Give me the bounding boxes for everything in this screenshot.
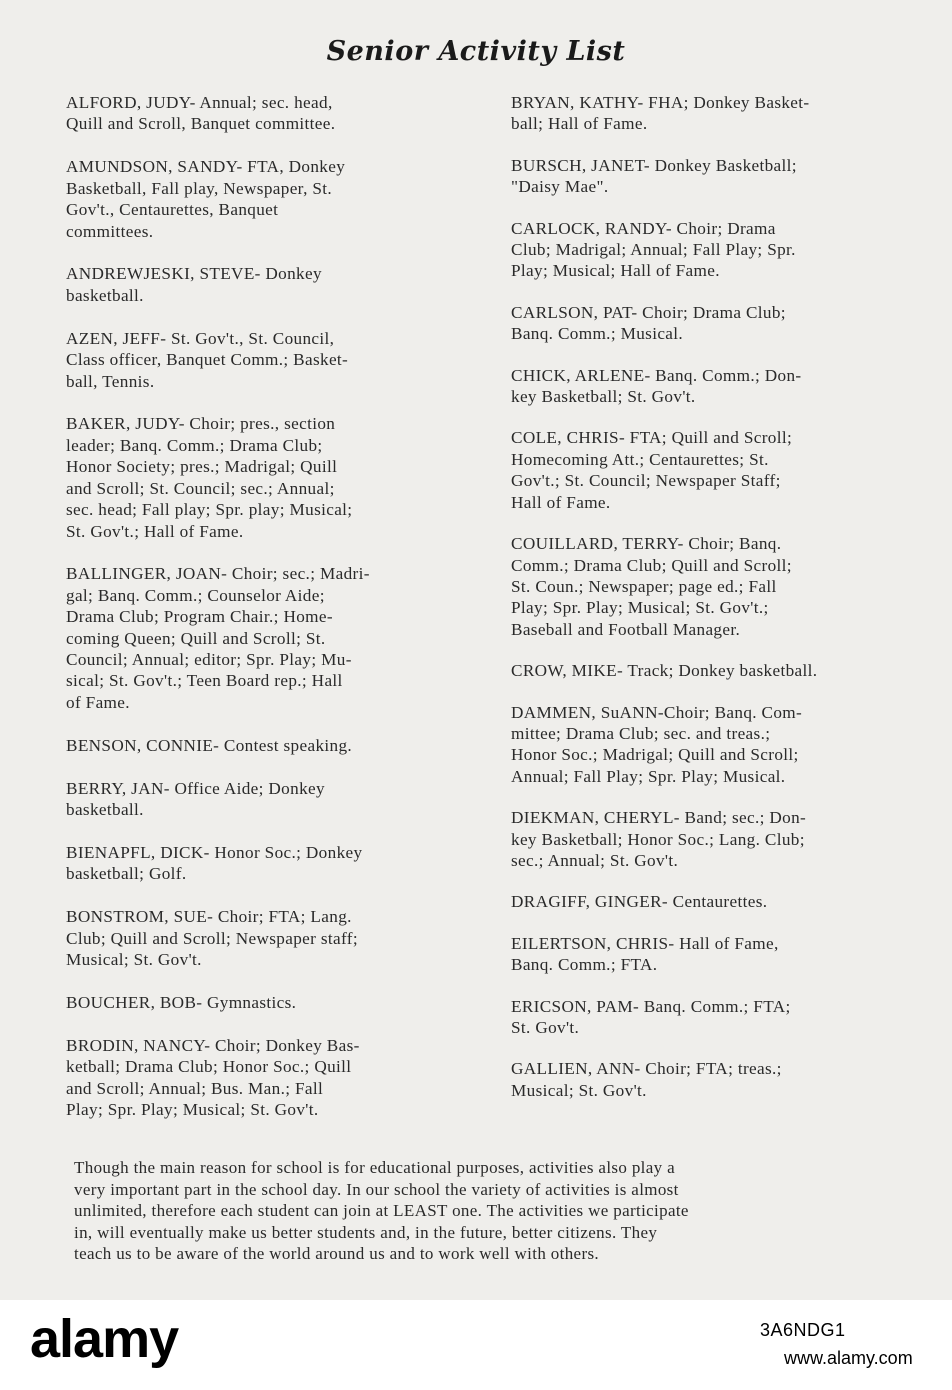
list-item: BOUCHER, BOB- Gymnastics. — [66, 993, 297, 1012]
list-item: BIENAPFL, DICK- Honor Soc.; Donkey basketball; Golf. — [66, 842, 363, 884]
list-item: BONSTROM, SUE- Choir; FTA; Lang. Club; Quill and Scroll; Newspaper staff; Musical; St. Gov't. — [66, 907, 358, 970]
list-item: ERICSON, PAM- Banq. Comm.; FTA; St. Gov't. — [511, 996, 791, 1037]
list-item: EILERTSON, CHRIS- Hall of Fame, Banq. Comm.; FTA. — [511, 933, 779, 975]
list-item: AMUNDSON, SANDY- FTA, Donkey Basketball, Fall play, Newspaper, St. Gov't., Centaurettes, Banquet committees. — [66, 157, 346, 241]
list-item: BRODIN, NANCY- Choir; Donkey Bas- ketball; Drama Club; Honor Soc.; Quill and Scroll; Annual; Bus. Man.; Fall Play; Spr. Play; Musical; St. Gov't. — [66, 1035, 360, 1120]
list-item: CHICK, ARLENE- Banq. Comm.; Don- key Basketball; St. Gov't. — [511, 365, 802, 407]
list-item: BRYAN, KATHY- FHA; Donkey Basket- ball; Hall of Fame. — [511, 93, 810, 134]
alamy-logo: alamy — [30, 1309, 179, 1369]
right-column — [511, 92, 921, 1121]
list-item: CARLSON, PAT- Choir; Drama Club; Banq. Comm.; Musical. — [511, 302, 786, 344]
list-item: GALLIEN, ANN- Choir; FTA; treas.; Musical; St. Gov't. — [511, 1059, 782, 1100]
page-title: Senior Activity List — [326, 36, 626, 67]
source-url: www.alamy.com — [784, 1348, 913, 1368]
list-item: CROW, MIKE- Track; Donkey basketball. — [511, 661, 818, 681]
image-id: 3A6NDG1 — [760, 1320, 846, 1340]
list-item: BALLINGER, JOAN- Choir; sec.; Madri- gal; Banq. Comm.; Counselor Aide; Drama Club; Program Chair.; Home- coming Queen; Quill and Scroll; St. Council; Annual; editor; Spr. Play; Mu- sical; St. Gov't.; Teen Board rep.; Hall of Fame. — [66, 564, 370, 712]
list-item: BERRY, JAN- Office Aide; Donkey basketball. — [66, 778, 325, 820]
closing-paragraph: Though the main reason for school is for educational purposes, activities also play a very important part in the school day. In our school the variety of activities is almost unlimited, therefore each student can join at LEAST one. The activities we participate in, will eventually make us better students and, in the future, better citizens. They teach us to be aware of the world around us and to work well with others. — [74, 1158, 689, 1263]
list-item: CARLOCK, RANDY- Choir; Drama Club; Madrigal; Annual; Fall Play; Spr. Play; Musical; Hall of Fame. — [511, 218, 796, 281]
list-item: BENSON, CONNIE- Contest speaking. — [66, 735, 353, 755]
list-item: COLE, CHRIS- FTA; Quill and Scroll; Homecoming Att.; Centaurettes; St. Gov't.; St. Council; Newspaper Staff; Hall of Fame. — [511, 428, 793, 512]
list-item: DRAGIFF, GINGER- Centaurettes. — [511, 892, 768, 912]
list-item: BURSCH, JANET- Donkey Basketball; "Daisy Mae". — [511, 155, 797, 197]
list-item: COUILLARD, TERRY- Choir; Banq. Comm.; Drama Club; Quill and Scroll; St. Coun.; Newspaper; page ed.; Fall Play; Spr. Play; Musical; St. Gov't.; Baseball and Football Manager. — [511, 534, 792, 639]
list-item: DIEKMAN, CHERYL- Band; sec.; Don- key Basketball; Honor Soc.; Lang. Club; sec.; Annual; St. Gov't. — [511, 808, 807, 870]
list-item: DAMMEN, SuANN-Choir; Banq. Com- mittee; Drama Club; sec. and treas.; Honor Soc.; Madrigal; Quill and Scroll; Annual; Fall Play; Spr. Play; Musical. — [511, 702, 803, 786]
list-item: AZEN, JEFF- St. Gov't., St. Council, Class officer, Banquet Comm.; Basket- ball, Tennis. — [66, 328, 349, 391]
list-item: ALFORD, JUDY- Annual; sec. head, Quill and Scroll, Banquet committee. — [66, 93, 336, 134]
list-item: BAKER, JUDY- Choir; pres., section leader; Banq. Comm.; Drama Club; Honor Society; pres.; Madrigal; Quill and Scroll; St. Council; sec.; Annual; sec. head; Fall play; Spr. play; Musical; St. Gov't.; Hall of Fame. — [66, 414, 353, 541]
left-column — [66, 92, 466, 1142]
list-item: ANDREWJESKI, STEVE- Donkey basketball. — [66, 264, 322, 305]
